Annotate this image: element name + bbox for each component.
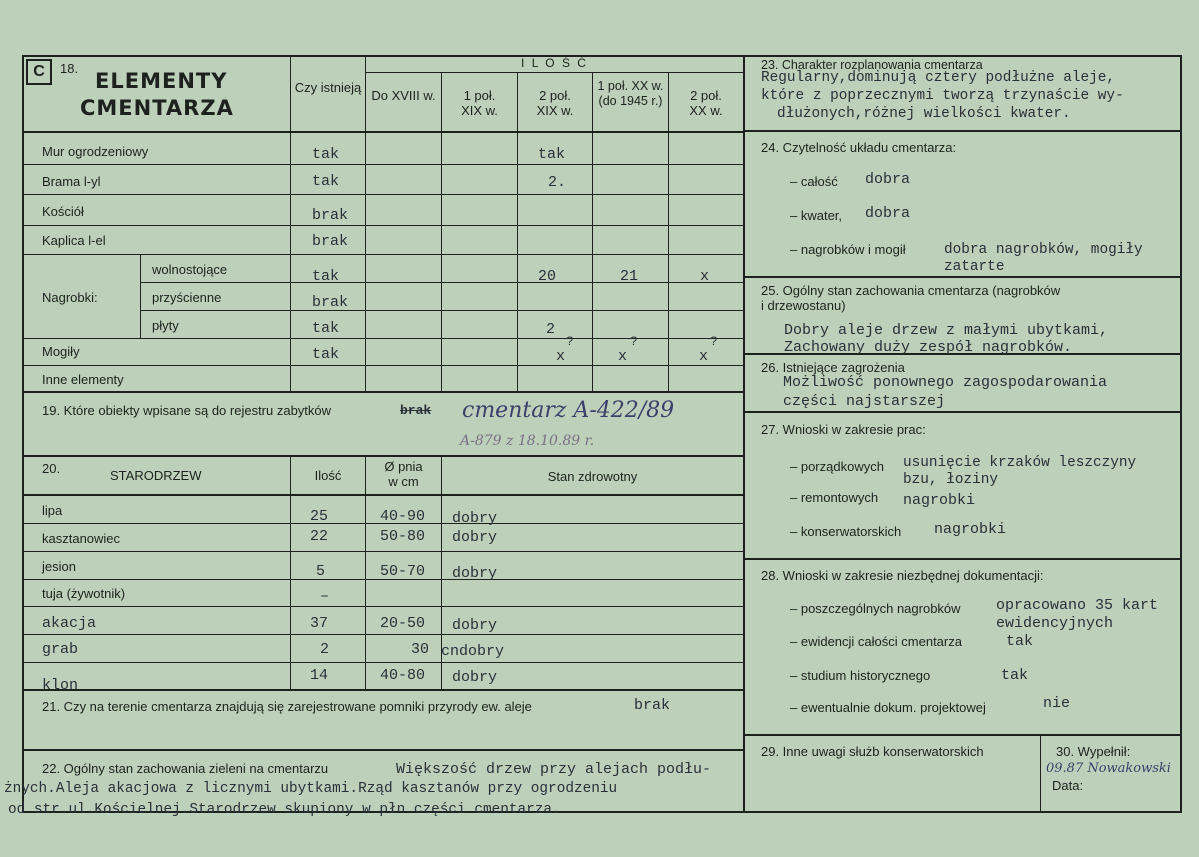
tree-name: lipa (42, 503, 63, 518)
row-wolno-p4: 21 (620, 268, 639, 285)
s19-handwritten: cmentarz A-422/89 (462, 398, 675, 423)
period-5: 2 poł. XX w. (689, 88, 723, 118)
h-r26 (743, 411, 1182, 413)
s19-handwritten-2: A-879 z 18.10.89 r. (460, 433, 595, 449)
s26-label: 26. Istniejące zagrożenia (761, 360, 905, 375)
tree-health: dobry (452, 617, 498, 634)
nagrobki-label: Nagrobki: (42, 290, 98, 305)
period-4: 1 poł. XX w. (do 1945 r.) (597, 79, 664, 108)
letter-box: C (26, 59, 52, 85)
h-row4 (22, 254, 743, 255)
s22-line2: żnych.Aleja akacjowa z licznymi ubytkami.Rząd kasztanów przy ogrodzeniu (4, 781, 618, 797)
s24-label: 24. Czytelność układu cmentarza: (761, 140, 957, 155)
row-przysc-exists: brak (312, 294, 349, 311)
h-end20 (22, 689, 743, 691)
row-kosciol-exists: brak (312, 207, 349, 224)
row-wolno-p3: 20 (538, 268, 557, 285)
h-r28 (743, 734, 1182, 736)
mogily-q-p5: ? (710, 334, 718, 349)
h-end18 (22, 391, 743, 393)
s25-line2: Zachowany duży zespół nagrobków. (784, 339, 1073, 356)
tree-diam: 40-80 (380, 667, 426, 684)
s28-poj-2: ewidencyjnych (996, 615, 1114, 632)
v-exists (290, 55, 291, 391)
tree-name: tuja (żywotnik) (42, 586, 126, 601)
s28-stud-label: – studium historycznego (790, 668, 931, 683)
s30-date-label: Data: (1052, 778, 1084, 793)
h-t2 (22, 551, 743, 552)
tree-diam: 40-90 (380, 508, 426, 525)
row-kosciol-label: Kościół (42, 204, 84, 219)
s28-label: 28. Wnioski w zakresie niezbędnej dokumentacji: (761, 568, 1044, 583)
col-exists: Czy istnieją (294, 80, 362, 95)
period-3: 2 poł. XIX w. (536, 88, 574, 118)
s28-stud: tak (1001, 667, 1029, 684)
h-row1 (22, 164, 743, 165)
h-t4 (22, 606, 743, 607)
s24-nagr-label: – nagrobków i mogił (790, 242, 906, 257)
s27-rem-label: – remontowych (790, 490, 879, 505)
s21-value: brak (634, 697, 671, 714)
v-qty (290, 455, 291, 689)
s27-kons: nagrobki (934, 521, 1007, 538)
h-end21 (22, 749, 743, 751)
h-r27 (743, 558, 1182, 560)
ilosc-header: I L O Ś Ć (521, 56, 588, 70)
period-2: 1 poł. XIX w. (461, 88, 498, 118)
tree-qty: 5 (316, 563, 326, 580)
s20-title: STARODRZEW (110, 468, 202, 483)
row-brama-p3: 2. (548, 174, 567, 191)
s27-rem: nagrobki (903, 492, 976, 509)
row-wolno-p5: x (700, 268, 710, 285)
s26-line1: Możliwość ponownego zagospodarowania (783, 374, 1108, 391)
title-line1: ELEMENTY (95, 69, 228, 93)
title-line2: CMENTARZA (80, 96, 234, 120)
v-p1 (365, 55, 366, 391)
s28-poj-label: – poszczególnych nagrobków (790, 601, 961, 616)
h-row3 (22, 225, 743, 226)
head-line (22, 131, 743, 133)
s24-calosc: dobra (865, 171, 911, 188)
s27-porz-1: usunięcie krzaków leszczyny (903, 455, 1137, 471)
s28-proj: nie (1043, 695, 1071, 712)
h-end19 (22, 455, 743, 457)
tree-qty: 25 (310, 508, 329, 525)
row-mur-label: Mur ogrodzeniowy (42, 144, 149, 159)
h-t6 (22, 662, 743, 663)
row-brama-label: Brama l-yl (42, 174, 101, 189)
v-p3 (517, 72, 518, 391)
s23-line3: dłużonych,różnej wielkości kwater. (777, 106, 1071, 122)
period-1: Do XVIII w. (371, 88, 436, 103)
tree-name: kasztanowiec (42, 531, 121, 546)
s27-label: 27. Wnioski w zakresie prac: (761, 422, 926, 437)
s24-kwater: dobra (865, 205, 911, 222)
row-mur-exists: tak (312, 146, 340, 163)
s27-porz-label: – porządkowych (790, 459, 884, 474)
tree-qty: 2 (320, 641, 330, 658)
tree-diam: 30 (411, 641, 430, 658)
s21-label: 21. Czy na terenie cmentarza znajdują się zarejestrowane pomniki przyrody ew. aleje (42, 699, 532, 714)
tree-name: akacja (42, 615, 97, 632)
s24-nagr-1: dobra nagrobków, mogiły (944, 242, 1143, 258)
row-kaplica-label: Kaplica l-el (42, 233, 106, 248)
row-plyty-exists: tak (312, 320, 340, 337)
h-r24 (743, 276, 1182, 278)
tree-name: klon (42, 677, 79, 689)
frame-left (22, 55, 24, 813)
tree-name: grab (42, 641, 79, 658)
tree-qty: – (320, 588, 330, 605)
s28-proj-label: – ewentualnie dokum. projektowej (790, 700, 986, 715)
s20-col-health: Stan zdrowotny (547, 469, 638, 484)
tree-health: dobry (452, 529, 498, 546)
s29-label: 29. Inne uwagi służb konserwatorskich (761, 744, 984, 759)
tree-diam: 20-50 (380, 615, 426, 632)
h-row5 (140, 282, 743, 283)
s20-number: 20. (42, 461, 61, 476)
s27-kons-label: – konserwatorskich (790, 524, 902, 539)
h-row2 (22, 194, 743, 195)
s20-col-diam: Ø pnia w cm (384, 459, 423, 489)
tree-diam: 50-70 (380, 563, 426, 580)
mogily-q-p4: ? (630, 334, 638, 349)
s19-typed: brak (400, 403, 432, 418)
h-row8 (22, 365, 743, 366)
row-kaplica-exists: brak (312, 233, 349, 250)
s28-ew: tak (1006, 633, 1034, 650)
h-r23 (743, 130, 1182, 132)
tree-health: dobry (452, 669, 498, 686)
s30-label: 30. Wypełnił: (1056, 744, 1131, 759)
tree-health: cndobry (441, 643, 505, 660)
s22-label: 22. Ogólny stan zachowania zieleni na cmentarzu (42, 761, 329, 776)
v-r30 (1040, 734, 1041, 812)
s20-col-qty: Ilość (314, 468, 342, 483)
tree-qty: 37 (310, 615, 329, 632)
h-t5 (22, 634, 743, 635)
row-przysc-label: przyścienne (152, 290, 222, 305)
section-no-18: 18. (60, 61, 79, 76)
h-head20 (22, 494, 743, 496)
row-mur-p3: tak (538, 146, 566, 163)
row-plyty-p3: 2 (546, 321, 556, 338)
tree-health: dobry (452, 510, 498, 527)
s19-label: 19. Które obiekty wpisane są do rejestru zabytków (42, 403, 332, 418)
s24-kwater-label: – kwater, (790, 208, 843, 223)
tree-name: jesion (42, 559, 76, 574)
frame-right (1180, 55, 1182, 813)
tree-diam: 50-80 (380, 528, 426, 545)
mogily-x-p4: x (618, 348, 628, 365)
s28-poj-1: opracowano 35 kart (996, 597, 1159, 614)
s27-porz-2: bzu, łoziny (903, 472, 998, 488)
tree-qty: 14 (310, 667, 329, 684)
row-mogily-label: Mogiły (42, 344, 80, 359)
row-brama-exists: tak (312, 173, 340, 190)
mogily-x-p3: x (556, 348, 566, 365)
v-diam (365, 455, 366, 689)
s23-label: 23. Charakter rozplanowania cmentarza (761, 58, 983, 72)
row-mogily-exists: tak (312, 346, 340, 363)
row-inne-label: Inne elementy (42, 372, 124, 387)
s25-line1: Dobry aleje drzew z małymi ubytkami, (784, 322, 1109, 339)
row-plyty-label: płyty (152, 318, 179, 333)
tree-health: dobry (452, 565, 498, 582)
v-p5 (668, 72, 669, 391)
row-wolno-label: wolnostojące (152, 262, 228, 277)
ilosc-line (365, 72, 743, 73)
h-row6 (140, 310, 743, 311)
s28-ew-label: – ewidencji całości cmentarza (790, 634, 962, 649)
s24-nagr-2: zatarte (944, 259, 1005, 275)
tree-qty: 22 (310, 528, 329, 545)
column-divider (743, 55, 745, 813)
v-p4 (592, 72, 593, 391)
s26-line2: części najstarszej (783, 393, 946, 410)
row-wolno-exists: tak (312, 268, 340, 285)
s25-label-1: 25. Ogólny stan zachowania cmentarza (nagrobków (761, 283, 1061, 298)
mogily-q-p3: ? (566, 334, 574, 349)
v-p2 (441, 72, 442, 391)
s22-line3: od str.ul.Kościelnej.Starodrzew skupiony w płn części cmentarza. (8, 802, 561, 818)
mogily-x-p5: x (699, 348, 709, 365)
s24-calosc-label: – całość (790, 174, 838, 189)
s25-label-2: i drzewostanu) (761, 298, 846, 313)
v-nagrobki (140, 254, 141, 338)
s30-signature: 09.87 Nowakowski (1046, 761, 1171, 776)
s23-line1: Regularny,dominują cztery podłużne aleje, (761, 70, 1116, 86)
s22-line1: Większość drzew przy alejach podłu- (396, 761, 712, 778)
s23-line2: które z poprzecznymi tworzą trzynaście wy- (761, 88, 1124, 104)
